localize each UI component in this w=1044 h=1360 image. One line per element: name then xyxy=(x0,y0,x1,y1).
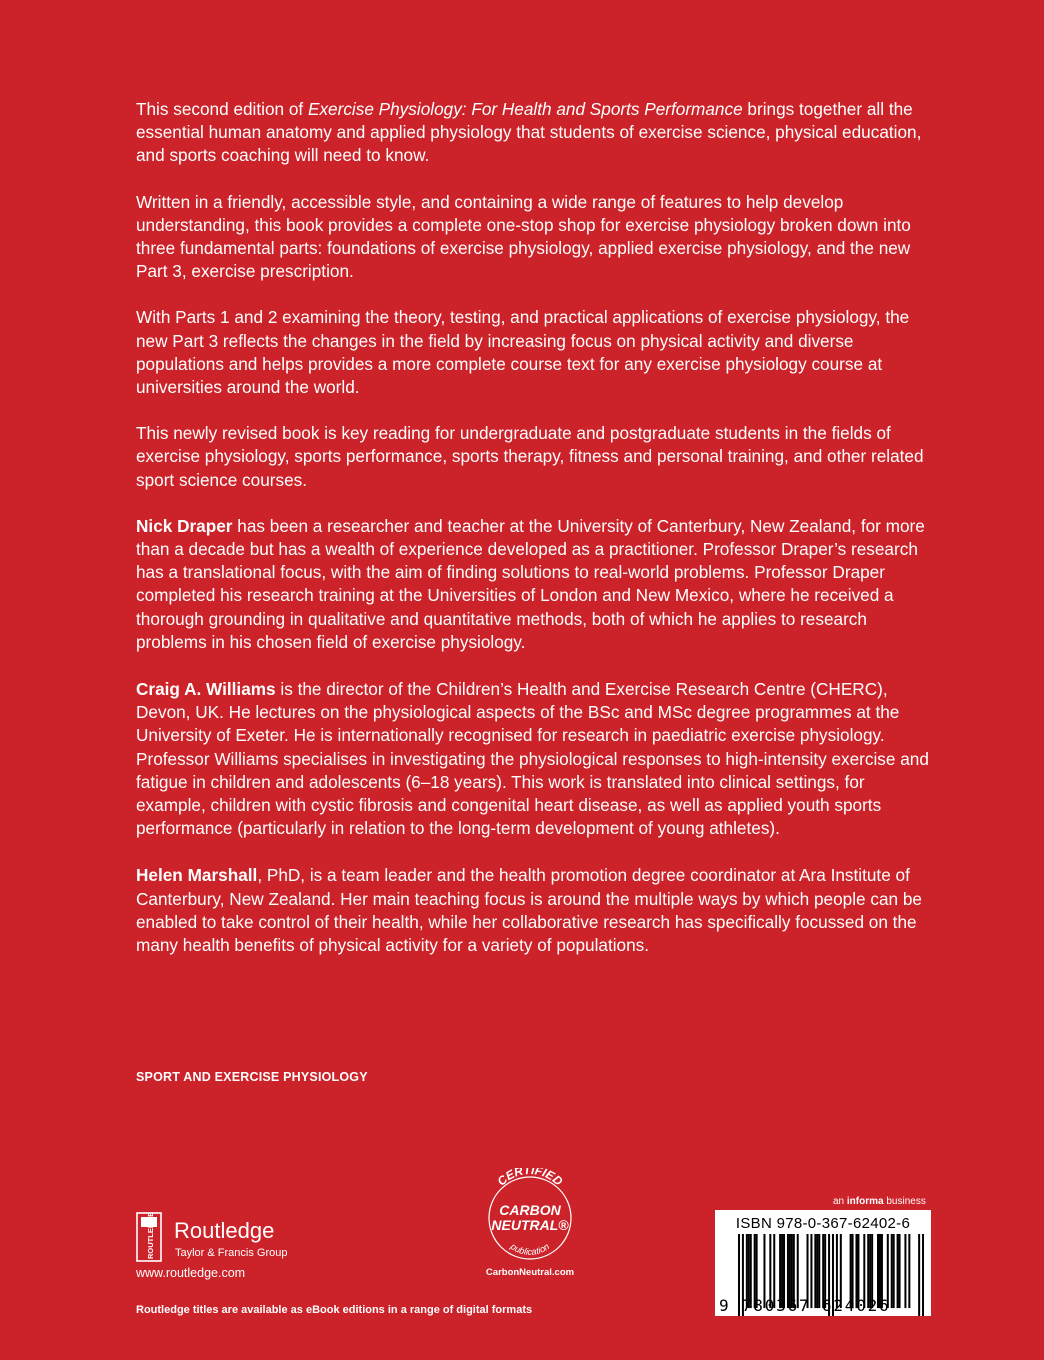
author-name: Helen Marshall xyxy=(136,865,258,886)
carbon-neutral-icon xyxy=(474,1168,586,1280)
routledge-mark-icon xyxy=(136,1212,162,1262)
routledge-vertical-text: ROUTLEDGE xyxy=(146,1212,155,1259)
publisher-group: Taylor & Francis Group xyxy=(175,1247,288,1259)
description-text: brings together all the essential human anatomy and applied physiology that students of exercise science, physical education, and sports coaching will need to know. xyxy=(136,99,922,166)
author-bio-text: has been a researcher and teacher at the University of Canterbury, New Zealand, for more than a decade but has a wealth of experience developed as a practitioner. Professor Draper’s research has a translational focus, with the aim of finding solutions to real-world problems. Professor Draper completed his research training at the Universities of London and New Mexico, where he received a thorough grounding in qualitative and quantitative methods, both of which he applies to research problems in his chosen field of exercise physiology. xyxy=(136,515,925,652)
book-title: Exercise Physiology: For Health and Sports Performance xyxy=(307,99,743,119)
svg-text:publication xyxy=(508,1241,551,1257)
carbon-neutral-url: CarbonNeutral.com xyxy=(485,1267,575,1278)
carbon-line2: NEUTRAL® xyxy=(491,1217,569,1233)
isbn-label: ISBN 978-0-367-62402-6 xyxy=(735,1215,911,1232)
carbon-top-text: CERTIFIED xyxy=(494,1168,566,1189)
carbon-neutral-badge xyxy=(474,1168,586,1280)
author-name: Craig A. Williams xyxy=(136,679,276,700)
publisher-name: Routledge xyxy=(174,1218,275,1243)
author-bio-draper xyxy=(136,515,936,654)
informa-suffix: business xyxy=(883,1196,926,1207)
author-name: Nick Draper xyxy=(136,515,233,536)
author-bio-williams xyxy=(136,678,936,840)
description-paragraph-2: Written in a friendly, accessible style, and containing a wide range of features to help develop understanding, this book provides a complete one-stop shop for exercise physiology broken down into three fundamental parts: foundations of exercise physiology, applied exercise physiology, and the new Part 3, exercise prescription. xyxy=(136,191,911,282)
ebook-note: Routledge titles are available as eBook editions in a range of digital formats xyxy=(136,1304,533,1316)
carbon-line1: CARBON xyxy=(499,1202,561,1218)
svg-text:CERTIFIED xyxy=(494,1168,565,1189)
description-paragraph-3: With Parts 1 and 2 examining the theory, testing, and practical applications of exercise physiology, the new Part 3 reflects the changes in the field by increasing focus on physical activity and diverse populations and helps provides a more complete course text for any exercise physiology course at universities around the world. xyxy=(136,307,910,398)
author-bio-text: , PhD, is a team leader and the health promotion degree coordinator at Ara Institute of Canterbury, New Zealand. Her main teaching focus is around the multiple ways by which people can be enabled to take control of their health, while her collaborative research has specifically focussed on the many health benefits of physical activity for a variety of populations. xyxy=(136,865,922,956)
author-bio-marshall xyxy=(136,864,936,957)
publisher-url: www.routledge.com xyxy=(136,1266,246,1280)
description-paragraph-1 xyxy=(136,98,936,168)
isbn-barcode xyxy=(715,1210,931,1316)
informa-tagline xyxy=(833,1196,926,1207)
description-paragraph-4: This newly revised book is key reading for undergraduate and postgraduate students in the fields of exercise physiology, sports performance, sports therapy, fitness and personal training, and other related sport science courses. xyxy=(136,423,924,490)
barcode-digits: 9 780367 624026 xyxy=(719,1296,891,1315)
informa-prefix: an xyxy=(833,1196,847,1207)
description-text: This second edition of xyxy=(136,99,308,119)
carbon-bottom-text: publication xyxy=(508,1241,552,1257)
back-cover-text xyxy=(136,98,936,981)
subject-category: SPORT AND EXERCISE PHYSIOLOGY xyxy=(136,1070,368,1084)
author-bio-text: is the director of the Children’s Health and Exercise Research Centre (CHERC), Devon, UK. He lectures on the physiological aspects of the BSc and MSc degree programmes at the University of Exeter. He is internationally recognised for research in paediatric exercise physiology. Professor Williams specialises in investigating the physiological responses to high-intensity exercise and fatigue in children and adolescents (6–18 years). This work is translated into clinical settings, for example, children with cystic fibrosis and congenital heart disease, as well as applied youth sports performance (particularly in relation to the long-term development of young athletes). xyxy=(136,679,929,839)
informa-brand: informa xyxy=(846,1196,884,1207)
